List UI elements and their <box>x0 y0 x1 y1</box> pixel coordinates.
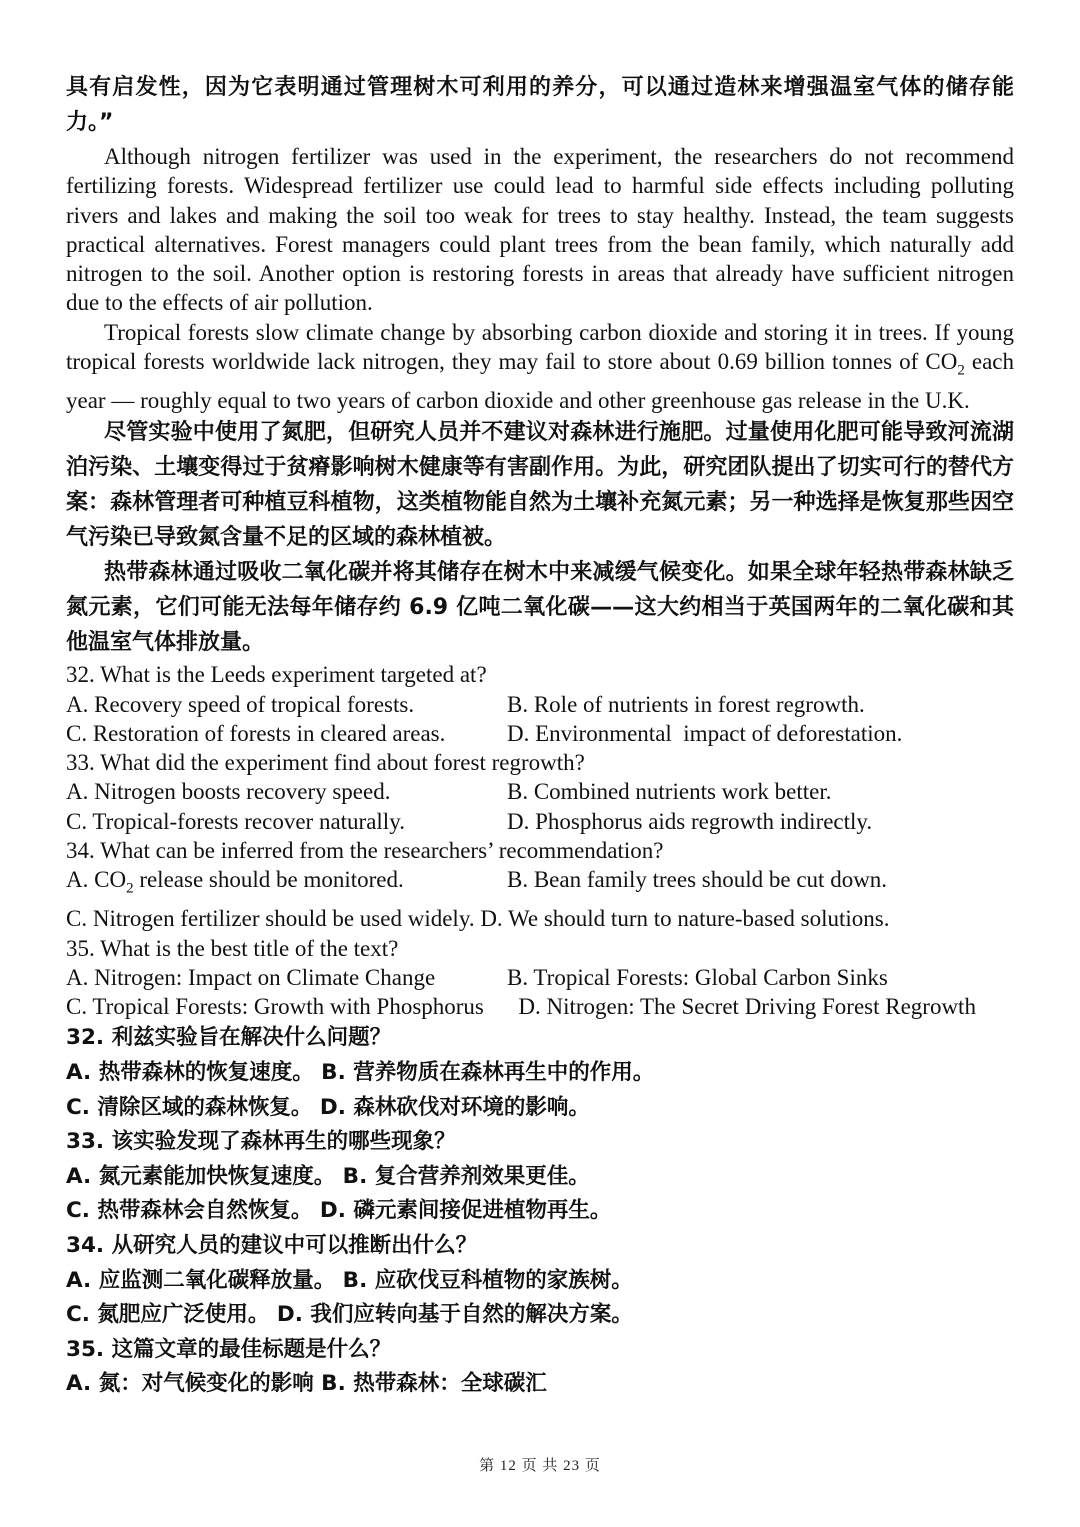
option-35-b: B. Tropical Forests: Global Carbon Sinks <box>507 964 888 990</box>
option-33-a: A. Nitrogen boosts recovery speed. <box>66 779 391 805</box>
chinese-questions <box>66 1021 1014 1402</box>
cn-question-line: C. 热带森林会自然恢复。 D. 磷元素间接促进植物再生。 <box>66 1198 612 1224</box>
question-34: 34. What can be inferred from the researchers’ recommendation? <box>66 838 664 864</box>
cn-question-line: A. 氮：对气候变化的影响 B. 热带森林：全球碳汇 <box>66 1371 547 1397</box>
cn-question-line: A. 氮元素能加快恢复速度。 B. 复合营养剂效果更佳。 <box>66 1163 590 1189</box>
option-34-a <box>66 865 507 904</box>
english-paragraph-climate-part2: each year — roughly equal to two years of carbon dioxide and other greenhouse gas release in the U.K. <box>66 349 1020 413</box>
option-34-cd: C. Nitrogen fertilizer should be used widely. D. We should turn to nature-based solutions. <box>66 906 890 932</box>
cn-question-line: A. 热带森林的恢复速度。 B. 营养物质在森林再生中的作用。 <box>66 1060 655 1086</box>
question-33-options-cd <box>66 807 1014 836</box>
english-paragraph-fertilizer: Although nitrogen fertilizer was used in the experiment, the researchers do not recommend fertilizing forests. Widespread fertilizer use could lead to harmful side effects including polluting rivers and lakes and making the soil too weak for trees to stay healthy. Instead, the team suggests practical alternatives. Forest managers could plant trees from the bean family, which naturally add nitrogen to the soil. Another option is restoring forests in areas that already have sufficient nitrogen due to the effects of air pollution. <box>66 144 1020 316</box>
cn-question-line: C. 清除区域的森林恢复。 D. 森林砍伐对环境的影响。 <box>66 1094 590 1120</box>
option-34-b: B. Bean family trees should be cut down. <box>507 867 888 893</box>
option-32-d: D. Environmental impact of deforestation. <box>507 720 903 746</box>
english-questions <box>66 660 1014 1021</box>
option-34-a-post: release should be monitored. <box>133 867 404 893</box>
option-34-a-pre: A. CO <box>66 867 127 893</box>
chinese-paragraph-climate: 热带森林通过吸收二氧化碳并将其储存在树木中来减缓气候变化。如果全球年轻热带森林缺乏氮元素，它们可能无法每年储存约 6.9 亿吨二氧化碳——这大约相当于英国两年的二氧化碳和其他温室气体排放量。 <box>66 560 1014 656</box>
option-33-b: B. Combined nutrients work better. <box>507 779 832 805</box>
page-content <box>66 70 1020 1402</box>
cn-question-line: 34. 从研究人员的建议中可以推断出什么？ <box>66 1232 478 1258</box>
question-32-options-ab <box>66 690 1014 719</box>
option-32-c: C. Restoration of forests in cleared areas. <box>66 720 446 746</box>
question-35-options-ab <box>66 963 1014 992</box>
option-35-a: A. Nitrogen: Impact on Climate Change <box>66 964 436 990</box>
question-33-options-ab <box>66 777 1014 806</box>
english-paragraph-climate-part1: Tropical forests slow climate change by absorbing carbon dioxide and storing it in trees. If young tropical forests worldwide lack nitrogen, they may fail to store about 0.69 billion tonnes of CO <box>66 319 1020 375</box>
question-32: 32. What is the Leeds experiment targeted at? <box>66 662 487 688</box>
option-32-a: A. Recovery speed of tropical forests. <box>66 691 415 717</box>
english-paragraph-climate <box>66 318 1020 415</box>
cn-question-line: 35. 这篇文章的最佳标题是什么？ <box>66 1336 392 1362</box>
option-35-cd: C. Tropical Forests: Growth with Phosphorus D. Nitrogen: The Secret Driving Forest Regrowth <box>66 994 976 1020</box>
cn-question-line: A. 应监测二氧化碳释放量。 B. 应砍伐豆科植物的家族树。 <box>66 1267 633 1293</box>
question-34-options-ab <box>66 865 1014 904</box>
question-35: 35. What is the best title of the text? <box>66 935 399 961</box>
chinese-text-continued: 具有启发性，因为它表明通过管理树木可利用的养分，可以通过造林来增强温室气体的储存能力。” <box>66 75 1014 135</box>
cn-question-line: 32. 利兹实验旨在解决什么问题？ <box>66 1025 392 1051</box>
chinese-paragraph-fertilizer: 尽管实验中使用了氮肥，但研究人员并不建议对森林进行施肥。过量使用化肥可能导致河流湖泊污染、土壤变得过于贫瘠影响树木健康等有害副作用。为此，研究团队提出了切实可行的替代方案：森林管理者可种植豆科植物，这类植物能自然为土壤补充氮元素；另一种选择是恢复那些因空气污染已导致氮含量不足的区域的森林植被。 <box>66 420 1014 551</box>
option-34-a-subscript: 2 <box>126 880 134 897</box>
page-number-footer: 第 12 页 共 23 页 <box>479 1458 601 1474</box>
option-33-c: C. Tropical-forests recover naturally. <box>66 808 405 834</box>
option-33-d: D. Phosphorus aids regrowth indirectly. <box>507 808 873 834</box>
cn-question-line: C. 氮肥应广泛使用。 D. 我们应转向基于自然的解决方案。 <box>66 1302 633 1328</box>
co2-subscript: 2 <box>957 362 965 379</box>
question-33: 33. What did the experiment find about forest regrowth? <box>66 750 585 776</box>
option-32-b: B. Role of nutrients in forest regrowth. <box>507 691 865 717</box>
question-32-options-cd <box>66 719 1014 748</box>
cn-question-line: 33. 该实验发现了森林再生的哪些现象？ <box>66 1129 456 1155</box>
